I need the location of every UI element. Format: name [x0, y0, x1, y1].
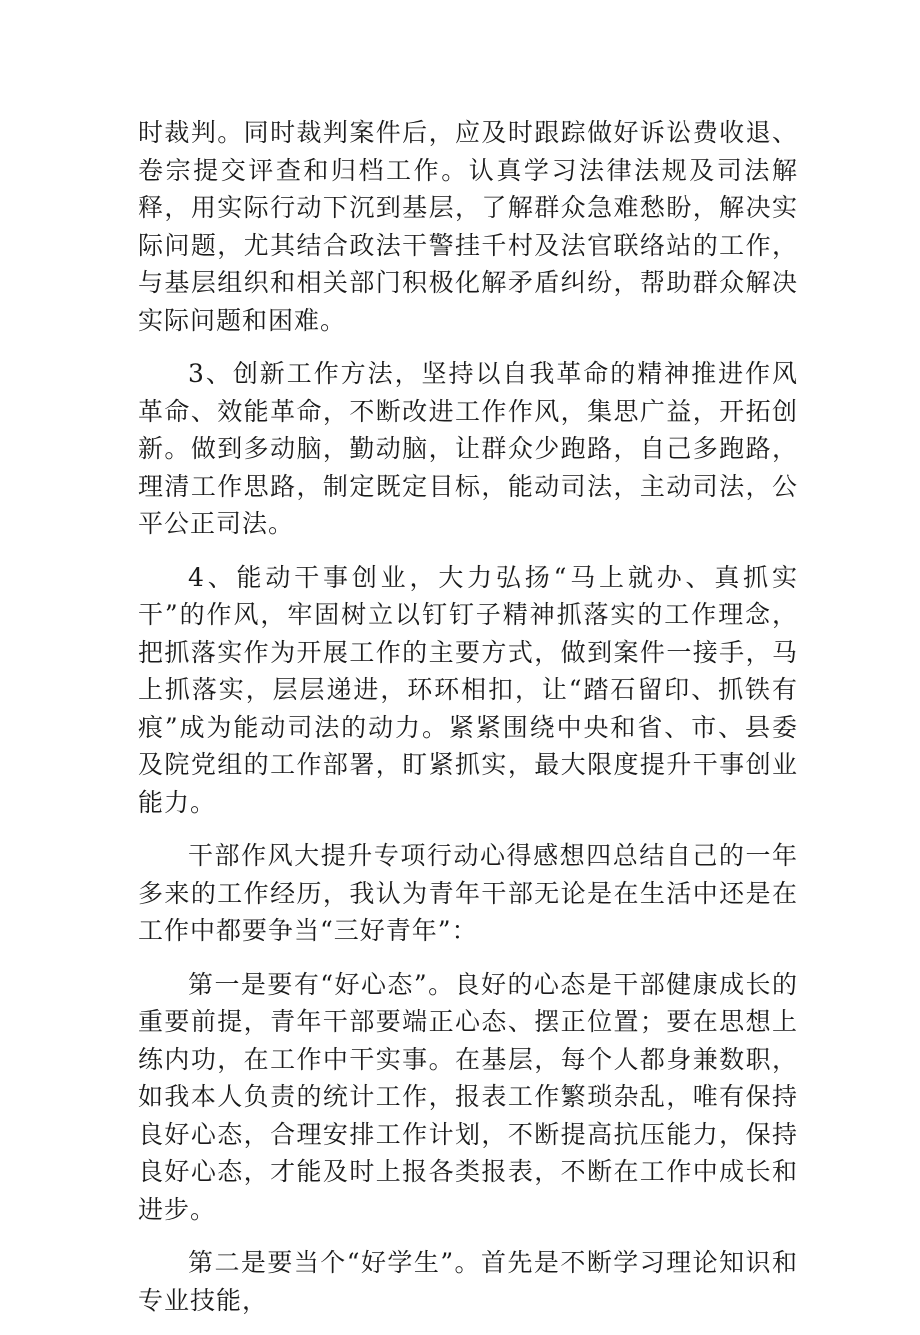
paragraph-4: 干部作风大提升专项行动心得感想四总结自己的一年多来的工作经历，我认为青年干部无论是在生活中还是在工作中都要争当“三好青年”： — [138, 841, 798, 945]
paragraph-1: 时裁判。同时裁判案件后，应及时跟踪做好诉讼费收退、卷宗提交评查和归档工作。认真学习法律法规及司法解释，用实际行动下沉到基层，了解群众急难愁盼，解决实际问题，尤其结合政法干警挂千村及法官联络站的工作，与基层组织和相关部门积极化解矛盾纠纷，帮助群众解决实际问题和困难。 — [138, 118, 798, 335]
paragraph-5: 第一是要有“好心态”。良好的心态是干部健康成长的重要前提，青年干部要端正心态、摆正位置；要在思想上练内功，在工作中干实事。在基层，每个人都身兼数职，如我本人负责的统计工作，报表工作繁琐杂乱，唯有保持良好心态，合理安排工作计划，不断提高抗压能力，保持良好心态，才能及时上报各类报表，不断在工作中成长和进步。 — [138, 969, 798, 1224]
paragraph-3: 4、能动干事创业，大力弘扬“马上就办、真抓实干”的作风，牢固树立以钉钉子精神抓落实的工作理念，把抓落实作为开展工作的主要方式，做到案件一接手，马上抓落实，层层递进，环环相扣，让“踏石留印、抓铁有痕”成为能动司法的动力。紧紧围绕中央和省、市、县委及院党组的工作部署，盯紧抓实，最大限度提升干事创业能力。 — [138, 562, 798, 817]
document-body — [138, 114, 798, 1335]
paragraph-2: 3、创新工作方法，坚持以自我革命的精神推进作风革命、效能革命，不断改进工作作风，集思广益，开拓创新。做到多动脑，勤动脑，让群众少跑路，自己多跑路，理清工作思路，制定既定目标，能动司法，主动司法，公平公正司法。 — [138, 359, 798, 538]
paragraph-6: 第二是要当个“好学生”。首先是不断学习理论知识和专业技能， — [138, 1248, 798, 1315]
